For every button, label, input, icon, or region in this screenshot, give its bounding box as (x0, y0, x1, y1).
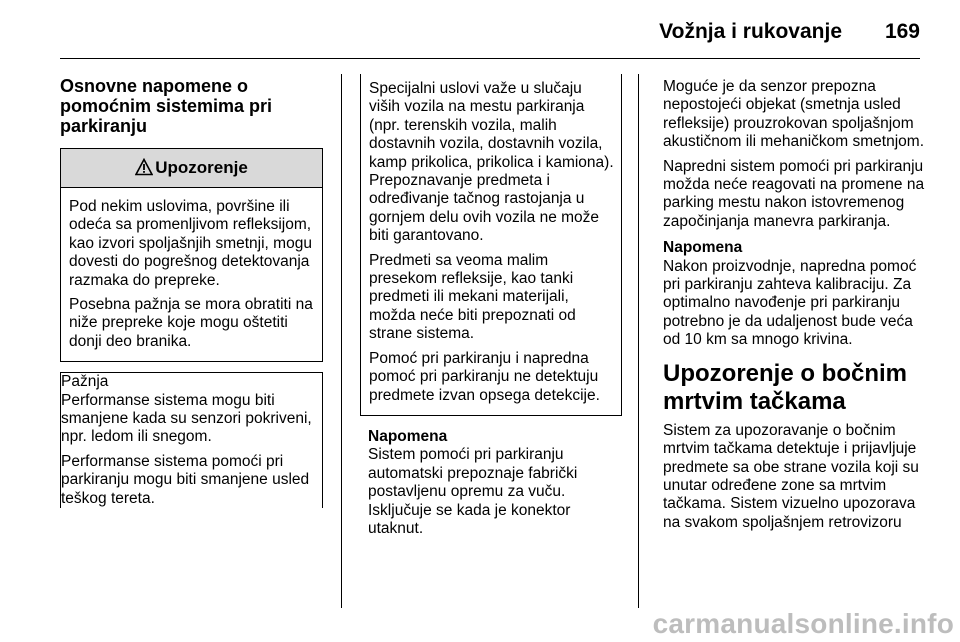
column-1 (60, 76, 323, 514)
warning-box-body (61, 188, 322, 361)
running-title: Vožnja i rukovanje (659, 20, 842, 43)
note-block (663, 239, 925, 349)
body-paragraph: Moguće je da senzor prepozna nepostojeći objekat (smetnja usled refleksije) prouzrokovan spoljašnjom akustičnom ili mehaničkom smetnjom. (663, 78, 925, 151)
warning-paragraph: Pod nekim uslovima, površine ili odeća sa promenljivom refleksijom, kao izvori spoljašnjih smetnji, mogu dovesti do pogrešnog detektovanja razmaka do prepreke. (69, 198, 312, 289)
note-block (360, 428, 622, 538)
note-text: Nakon proizvodnje, napredna pomoć pri parkiranju zahteva kalibraciju. Za optimalno navođenje pri parkiranju potrebno je da udaljenost bude veća od 10 km sa mnogo krivina. (663, 257, 917, 349)
blind-spot-text: Sistem za upozoravanje o bočnim mrtvim tačkama detektuje i prijavljuje predmete sa obe strane vozila koji su unutar određene zone sa mrtvim tačkama. Sistem vizuelno upozorava na svakom spoljašnjem retrovizoru (663, 421, 919, 531)
note-text: Sistem pomoći pri parkiranju automatski prepoznaje fabrički postavljenu opremu za vuču. Isključuje se kada je konektor utaknut. (368, 446, 578, 537)
box-paragraph: Pomoć pri parkiranju i napredna pomoć pri parkiranju ne detektuju predmete izvan opsega detekcije. (369, 349, 600, 404)
column-2 (360, 74, 622, 538)
page-number: 169 (884, 20, 920, 43)
body-paragraph: Napredni sistem pomoći pri parkiranju možda neće reagovati na promene na parking mestu nakon istovremenog započinjanja manevra parkiranja. (663, 157, 925, 230)
caution-box-header (61, 373, 322, 391)
warning-box (60, 148, 323, 362)
warning-box-header (61, 149, 322, 188)
column-divider-right (638, 74, 639, 608)
warning-triangle-icon (135, 158, 153, 176)
column-3 (663, 78, 925, 532)
caution-paragraph: Performanse sistema pomoći pri parkiranju mogu biti smanjene usled teškog tereta. (61, 452, 310, 507)
special-conditions-box (360, 74, 622, 416)
page-header (60, 16, 920, 59)
section-heading-parking-notes: Osnovne napomene o pomoćnim sistemima pri parkiranju (60, 76, 273, 136)
caution-box-body (61, 392, 322, 508)
caution-paragraph: Performanse sistema mogu biti smanjene kada su senzori pokriveni, npr. ledom ili snegom. (61, 391, 312, 446)
column-divider-left (341, 74, 342, 608)
caution-box-title: Pažnja (61, 373, 109, 391)
warning-paragraph: Posebna pažnja se mora obratiti na niže prepreke koje mogu oštetiti donji deo branika. (69, 296, 313, 350)
warning-box-title: Upozorenje (155, 158, 248, 177)
note-label: Napomena (368, 427, 448, 445)
note-label: Napomena (663, 239, 743, 257)
box-paragraph: Specijalni uslovi važe u slučaju viših vozila na mestu parkiranja (npr. terenskih vozila, malih dostavnih vozila, dostavnih vozila, kamp prikolica, prikolica i kamiona). Prepoznavanje predmeta i određivanje tačnog rastojanja u gornjem delu ovih vozila ne može biti garantovano. (369, 80, 614, 245)
watermark-text: carmanualsonline.info (652, 608, 954, 639)
box-paragraph: Predmeti sa veoma malim presekom refleksije, kao tanki predmeti ili mekani materijali, možda neće biti prepoznati od strane sistema. (369, 251, 576, 343)
section-heading-blind-spot: Upozorenje o bočnim mrtvim tačkama (663, 359, 908, 415)
caution-box (60, 372, 323, 508)
